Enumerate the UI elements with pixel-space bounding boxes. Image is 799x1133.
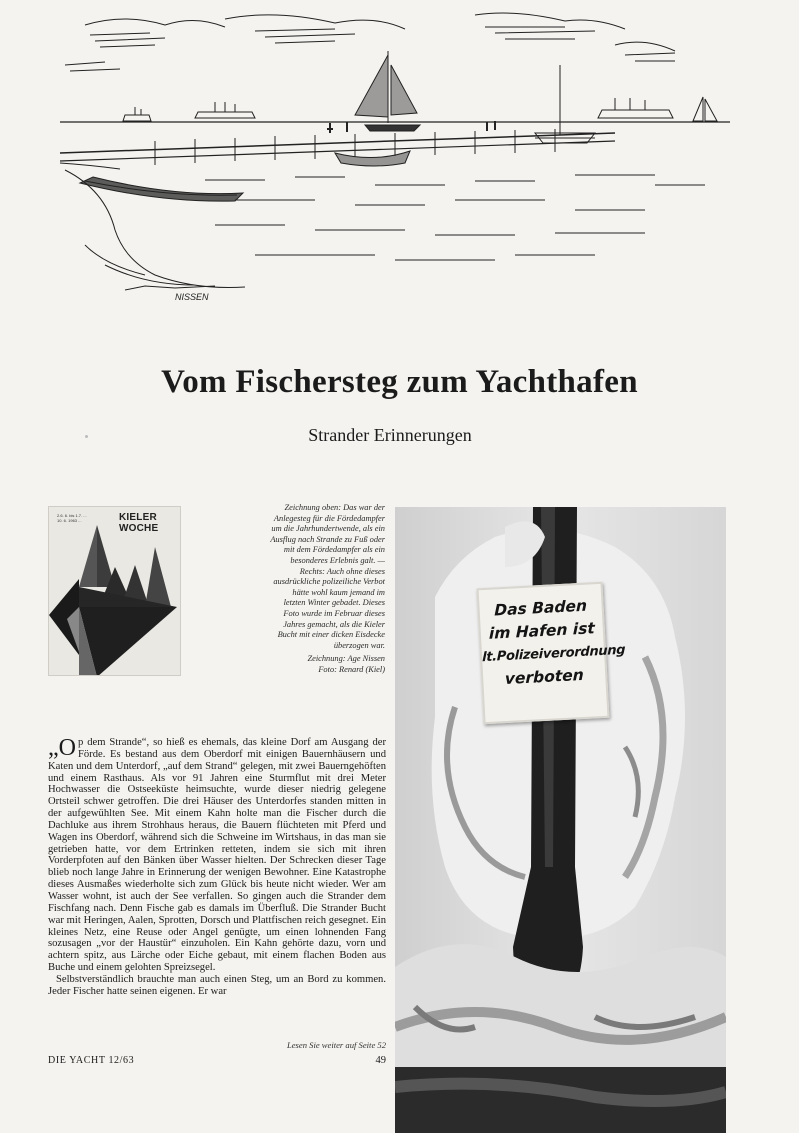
sign-line-3: lt.Polizeiverordnung bbox=[482, 642, 626, 666]
kieler-woche-poster bbox=[48, 506, 181, 676]
poster-small-text: 2.6. 6. bis 1.7. ... 10. 6. 1963 ... bbox=[57, 513, 87, 523]
caption-credit-drawing: Zeichnung: Age Nissen bbox=[307, 654, 385, 664]
article-paragraph: Selbstverständlich brauchte man auch einen Steg, um an Bord zu kommen. Jeder Fischer hatte seinen eigenen. Er war bbox=[48, 973, 386, 997]
sign-line-1: Das Baden bbox=[494, 596, 588, 620]
caption-text: Zeichnung oben: Das war der Anlegesteg für die Fördedampfer um die Jahrhundertwende, als ein Ausflug nach Strande zu Fuß oder mit dem Fördedampfer als ein besonderes Erlebnis galt. — Rechts: Auch ohne dieses ausdrückliche polizeiliche Verbot hätte wohl kaum jemand im letzten Winter gebadet. Dieses Foto wurde im Februar dieses Jahres gemacht, als die Kieler Bucht mit einer dicken Eisdecke überzogen war. bbox=[270, 503, 385, 650]
poster-sails-graphic bbox=[49, 507, 181, 676]
paragraph-text: p dem Strande“, so hieß es ehemals, das kleine Dorf am Ausgang der Förde. Es bestand aus dem Oberdorf mit einigen Bauernhäusern und Katen und dem Unterdorf, „auf dem Strand“ gelegen, mit zwei Bauerngehöften und einem Rasthaus. Als vor 91 Jahren eine Sturmflut mit drei Meter Hochwasser die Ostseeküste heimsuchte, wurde dieser niedrig gelegene Ortsteil schwer getroffen. Die drei Häuser des Unterdorfes standen mitten in der aufgewühlten See. Mit einem Kahn holte man die Fischer durch die Dachluke aus ihrem Strohhaus heraus, die Bauern flüchteten mit Pferd und Wagen ins Oberdorf, während sich die Schweine im Wirtshaus, in das man sie getrieben hatte, vor dem Ertrinken retteten, indem sie sich mit ihren Vorderpfoten auf den Bänken über Wasser hielten. Der Schrecken dieser Tage blieb noch lange Jahre in Erinnerung der wenigen Bewohner. Eine Katastrophe dieses Ausmaßes wiederholte sich zum Glück bis heute nicht wieder. Wer am Wasser wohnt, ist auch der See verfallen. So gingen auch die Strander dem Fischfang nach. Denn Fische gab es damals im Überfluß. Die Strander Bucht war mit Heringen, Aalen, Sprotten, Dorsch und Plattfischen reich gesegnet. Ein kleines Netz, eine Reuse oder Angel genügte, um einen lohnenden Fang sozusagen „vor der Haustür“ einzuholen. Ein Kahn gehörte dazu, vorn und achtern spitz, aus Lärche oder Eiche gebaut, mit einem flachen Boden aus Buche und einem gelohten Spreizsegel. bbox=[48, 737, 386, 974]
page-subheadline: Strander Erinnerungen bbox=[308, 425, 472, 445]
dropcap: „O bbox=[48, 735, 76, 761]
article-body bbox=[48, 737, 386, 998]
image-caption bbox=[270, 503, 385, 676]
continue-note: Lesen Sie weiter auf Seite 52 bbox=[286, 1040, 386, 1050]
poster-title: KIELER WOCHE bbox=[119, 512, 159, 534]
caption-credit-photo: Foto: Renard (Kiel) bbox=[318, 664, 385, 674]
harbour-sketch bbox=[55, 5, 735, 305]
dust-dot bbox=[85, 435, 88, 438]
article-paragraph bbox=[48, 737, 386, 974]
sketch-signature: NISSEN bbox=[175, 292, 209, 302]
sign-line-2: im Hafen ist bbox=[488, 619, 595, 643]
sign-line-4: verboten bbox=[504, 665, 584, 689]
page-headline: Vom Fischersteg zum Yachthafen bbox=[161, 364, 638, 400]
page-number: 49 bbox=[375, 1055, 386, 1066]
footer-publication: DIE YACHT 12/63 bbox=[48, 1055, 135, 1066]
prohibition-sign bbox=[477, 582, 626, 724]
